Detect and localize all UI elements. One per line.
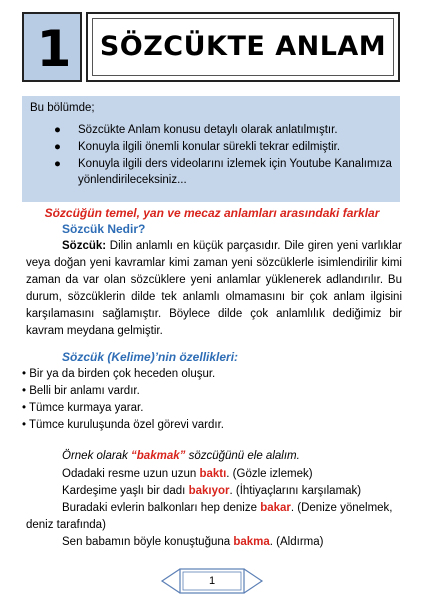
feature-item: • Tümce kuruluşunda özel görevi vardır. xyxy=(22,419,224,431)
example-before: Kardeşime yaşlı bir dadı xyxy=(62,485,189,497)
page-number-frame xyxy=(158,568,266,594)
feature-item: • Bir ya da birden çok heceden oluşur. xyxy=(22,368,216,380)
feature-item: • Belli bir anlamı vardır. xyxy=(22,385,140,397)
features-list xyxy=(22,366,224,434)
example-lead xyxy=(62,450,300,462)
example-line xyxy=(26,534,406,551)
example-after: . (Aldırma) xyxy=(269,536,324,548)
chapter-number-box xyxy=(22,12,82,82)
example-lead-before: Örnek olarak xyxy=(62,450,132,462)
feature-item: • Tümce kurmaya yarar. xyxy=(22,402,144,414)
example-after: . (Gözle izlemek) xyxy=(226,468,313,480)
example-line xyxy=(26,466,406,483)
page-number: 1 xyxy=(208,575,216,587)
example-before: Buradaki evlerin balkonları hep denize xyxy=(62,502,261,514)
intro-lead: Bu bölümde; xyxy=(30,102,95,114)
example-word: bakıyor xyxy=(188,485,230,497)
example-before: Sen babamın böyle konuştuğuna xyxy=(62,536,234,548)
bullet-icon: ● xyxy=(54,158,61,170)
chapter-header xyxy=(22,12,400,82)
example-word: bakar xyxy=(260,502,291,514)
chapter-title-box xyxy=(86,12,400,82)
example-after: . (İhtiyaçlarını karşılamak) xyxy=(229,485,362,497)
bullet-icon: ● xyxy=(54,141,61,153)
example-line xyxy=(26,500,406,534)
example-after: . (Denize yönelmek, deniz tarafında) xyxy=(26,502,393,531)
example-lead-word: “bakmak” xyxy=(131,450,186,462)
example-lead-after: sözcüğünü ele alalım. xyxy=(185,450,300,462)
intro-bullet-list xyxy=(22,122,400,189)
example-line xyxy=(26,483,406,500)
intro-box xyxy=(22,96,400,202)
intro-bullet-text: Konuyla ilgili önemli konular sürekli tekrar edilmiştir. xyxy=(78,141,341,153)
chapter-title: SÖZCÜKTE ANLAM xyxy=(99,31,387,62)
bullet-icon: ● xyxy=(54,124,61,136)
section-heading: Sözcüğün temel, yan ve mecaz anlamları arasındaki farklar xyxy=(44,206,380,220)
intro-bullet-text: Konuyla ilgili ders videolarını izlemek için Youtube Kanalımıza yönlendirileceksiniz... xyxy=(78,158,392,186)
example-before: Odadaki resme uzun uzun xyxy=(62,468,200,480)
definition-term: Sözcük: xyxy=(62,240,107,252)
example-word: baktı xyxy=(199,468,227,480)
intro-bullet xyxy=(22,122,400,138)
section-subheading: Sözcük Nedir? xyxy=(62,222,146,236)
features-heading: Sözcük (Kelime)’nin özellikleri: xyxy=(62,350,239,364)
intro-bullet-text: Sözcükte Anlam konusu detaylı olarak anlatılmıştır. xyxy=(78,124,338,136)
example-word: bakma xyxy=(233,536,270,548)
definition-text: Dilin anlamlı en küçük parçasıdır. Dile giren yeni varlıklar veya doğan yeni kavramlar kimi zaman yeni sözcüklerle isimlendirilir kimi zaman da var olan sözcüklere yeni anlamlar yüklenerek adlandırılır. Bu durum, sözcüklerin dilde tek anlamlı olmamasını bir çok anlam ilgisini karşılamasını sağlamıştır. Böylece dilde çok anlamlılık dediğimiz bir kavram meydana gelmiştir. xyxy=(26,240,402,337)
intro-bullet xyxy=(22,139,400,155)
definition-paragraph xyxy=(26,238,402,340)
intro-bullet xyxy=(22,156,400,188)
example-list xyxy=(26,466,406,551)
chapter-number: 1 xyxy=(36,20,72,78)
